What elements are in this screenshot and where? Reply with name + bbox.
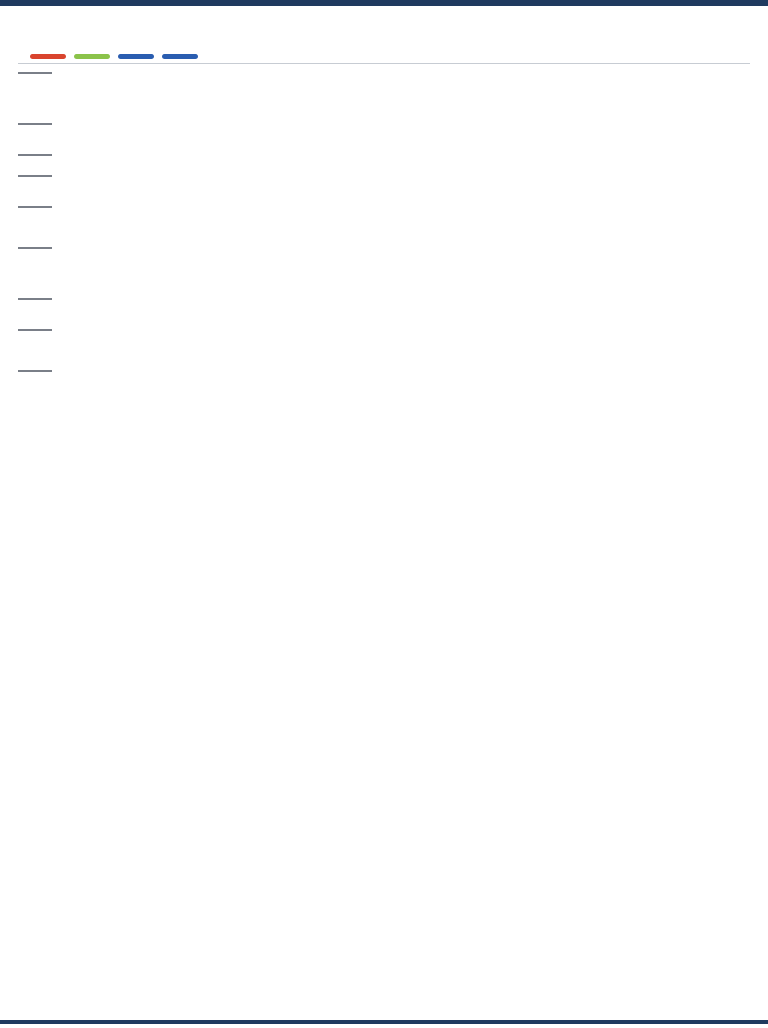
- header-link-line[interactable]: [30, 42, 748, 48]
- section-heading: [60, 297, 746, 302]
- section-marker: [18, 247, 52, 251]
- section-marker: [18, 154, 52, 158]
- section-marker: [18, 72, 52, 76]
- section-heading: [60, 174, 746, 179]
- article-section: [18, 122, 746, 147]
- body-paragraph: [60, 182, 746, 189]
- article-section: [18, 369, 746, 384]
- section-marker: [18, 175, 52, 179]
- page-title: [30, 10, 748, 24]
- body-paragraph: [60, 336, 746, 343]
- article-section: [18, 297, 746, 322]
- body-paragraph: [60, 192, 746, 199]
- body-paragraph: [60, 89, 746, 96]
- article-section: [18, 153, 746, 168]
- article-section: [18, 205, 746, 240]
- section-marker: [18, 329, 52, 333]
- section-marker: [18, 370, 52, 374]
- article-section: [18, 174, 746, 199]
- body-paragraph: [60, 223, 746, 230]
- body-paragraph: [60, 315, 746, 322]
- body-paragraph: [60, 284, 746, 291]
- action-button[interactable]: [30, 54, 66, 59]
- body-paragraph: [60, 264, 746, 271]
- article-header: [0, 6, 768, 48]
- body-paragraph: [60, 346, 746, 353]
- section-heading: [60, 71, 746, 76]
- body-paragraph: [60, 356, 746, 363]
- section-heading: [60, 153, 746, 158]
- article-section: [18, 328, 746, 363]
- header-divider: [18, 63, 750, 64]
- article-section: [18, 71, 746, 116]
- body-paragraph: [60, 161, 746, 168]
- section-heading: [60, 369, 746, 374]
- header-link-line[interactable]: [30, 34, 748, 40]
- action-button[interactable]: [74, 54, 110, 59]
- section-heading: [60, 246, 746, 251]
- header-link-line[interactable]: [30, 26, 748, 32]
- section-heading: [60, 205, 746, 210]
- section-marker: [18, 206, 52, 210]
- action-button[interactable]: [162, 54, 198, 59]
- body-paragraph: [60, 213, 746, 220]
- section-marker: [18, 298, 52, 302]
- action-button-row: [30, 54, 768, 59]
- body-paragraph: [60, 377, 746, 384]
- body-paragraph: [60, 109, 746, 116]
- section-marker: [18, 123, 52, 127]
- article-body: [18, 68, 746, 1028]
- article-section: [18, 246, 746, 291]
- body-paragraph: [60, 140, 746, 147]
- body-paragraph: [60, 233, 746, 240]
- section-heading: [60, 122, 746, 127]
- body-paragraph: [60, 130, 746, 137]
- body-paragraph: [60, 99, 746, 106]
- body-paragraph: [60, 305, 746, 312]
- body-paragraph: [60, 274, 746, 281]
- action-button[interactable]: [118, 54, 154, 59]
- bottom-bar: [0, 1020, 768, 1024]
- body-paragraph: [60, 254, 746, 261]
- body-paragraph: [60, 79, 746, 86]
- section-heading: [60, 328, 746, 333]
